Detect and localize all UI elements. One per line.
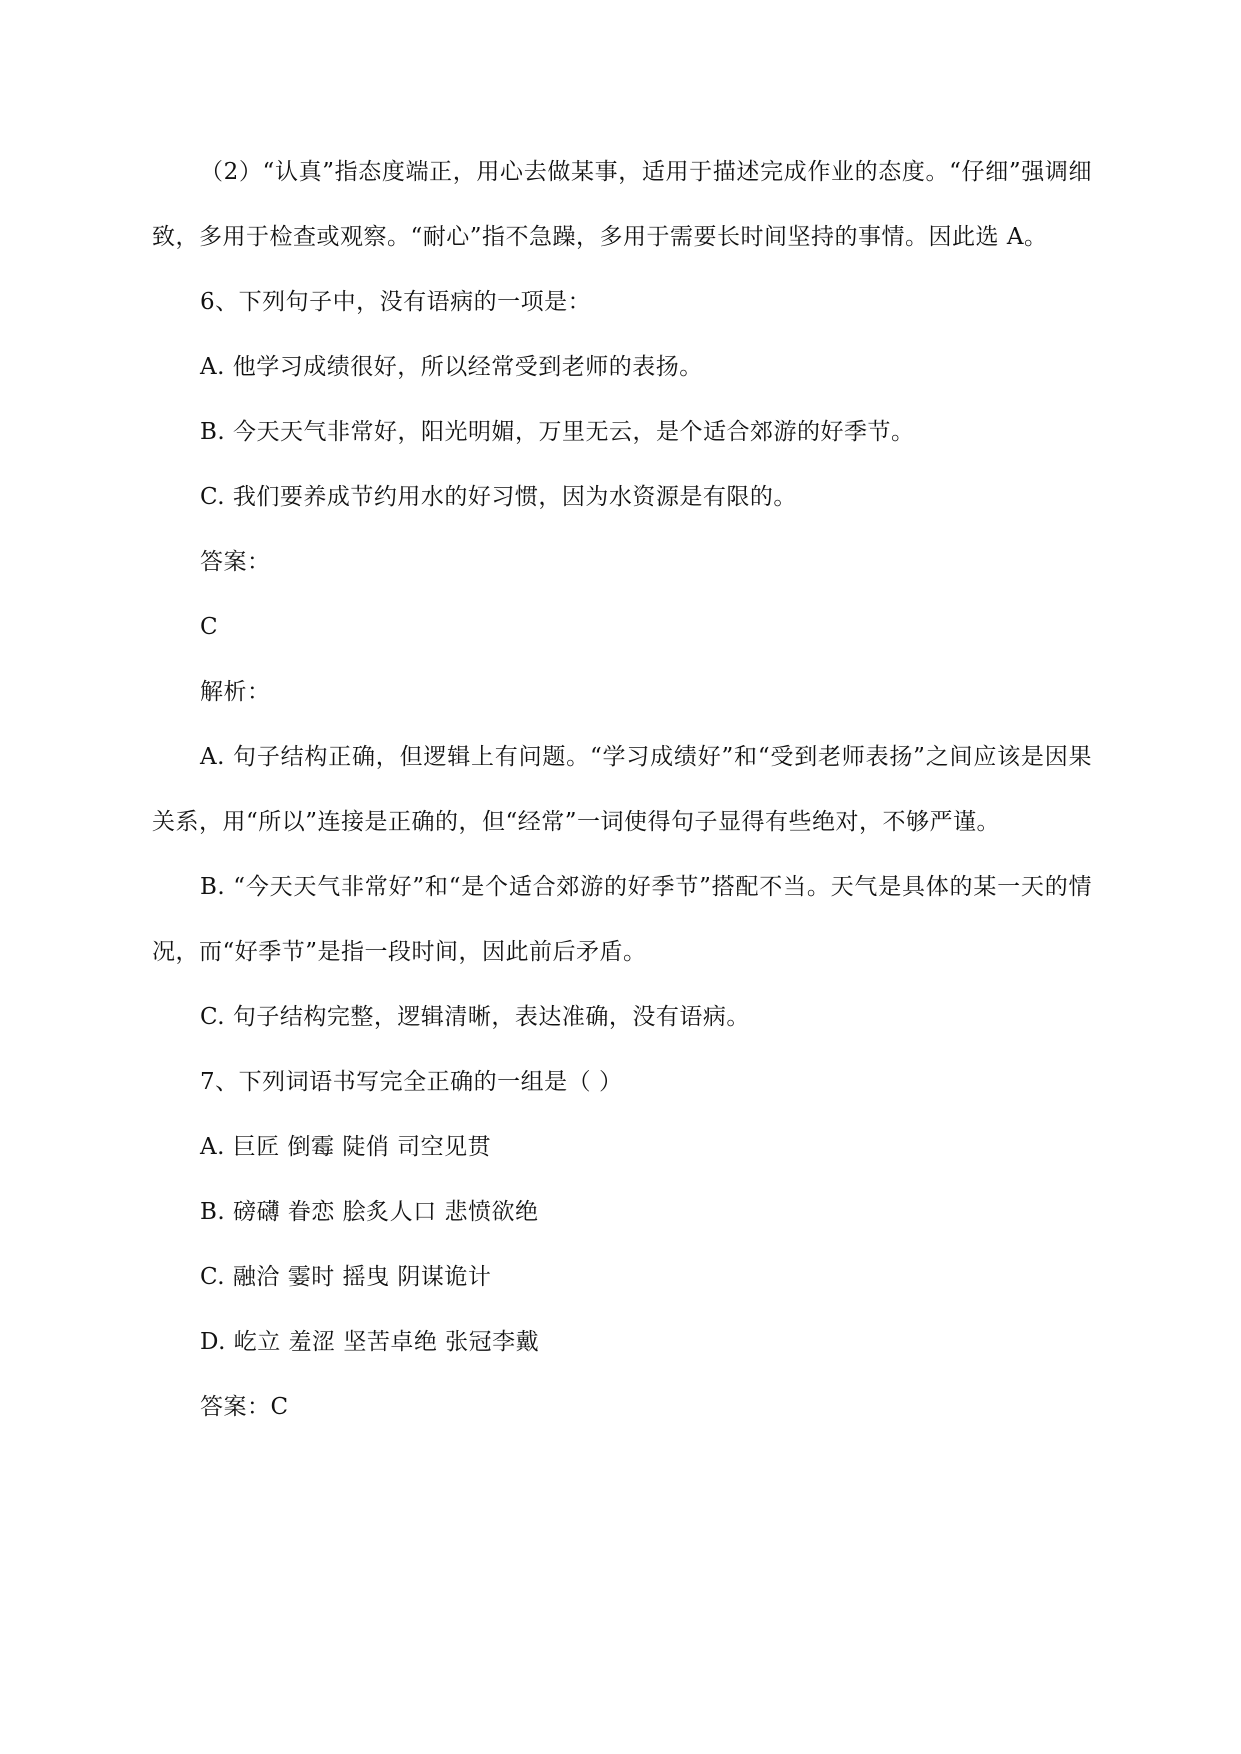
question-6-analysis-label: 解析： xyxy=(200,679,271,705)
question-6-stem: 6、下列句子中，没有语病的一项是： xyxy=(200,289,592,315)
question-6-option-a: A. 他学习成绩很好，所以经常受到老师的表扬。 xyxy=(200,354,703,380)
question-6-answer-value: C xyxy=(200,614,219,640)
question-6-option-b: B. 今天天气非常好，阳光明媚，万里无云，是个适合郊游的好季节。 xyxy=(200,419,915,445)
question-7-answer: 答案：C xyxy=(200,1394,289,1420)
question-7-option-c: C. 融洽 霎时 摇曳 阴谋诡计 xyxy=(200,1264,492,1290)
question-7-option-b: B. 磅礴 眷恋 脍炙人口 悲愤欲绝 xyxy=(200,1199,539,1225)
question-7-option-a: A. 巨匠 倒霉 陡俏 司空见贯 xyxy=(200,1134,492,1160)
explanation-paragraph: （2）“认真”指态度端正，用心去做某事，适用于描述完成作业的态度。“仔细”强调细致，多用于检查或观察。“耐心”指不急躁，多用于需要长时间坚持的事情。因此选 A。 xyxy=(152,159,1092,250)
question-6-analysis-a: A. 句子结构正确，但逻辑上有问题。“学习成绩好”和“受到老师表扬”之间应该是因果关系，用“所以”连接是正确的，但“经常”一词使得句子显得有些绝对，不够严谨。 xyxy=(152,744,1092,835)
question-6-option-c: C. 我们要养成节约用水的好习惯，因为水资源是有限的。 xyxy=(200,484,797,510)
document-page xyxy=(152,140,1092,1440)
question-7-stem: 7、下列词语书写完全正确的一组是（ ） xyxy=(200,1069,623,1095)
question-6-analysis-b: B. “今天天气非常好”和“是个适合郊游的好季节”搭配不当。天气是具体的某一天的情况，而“好季节”是指一段时间，因此前后矛盾。 xyxy=(152,874,1092,965)
question-7-option-d: D. 屹立 羞涩 坚苦卓绝 张冠李戴 xyxy=(200,1329,540,1355)
question-6-answer-label: 答案： xyxy=(200,549,271,575)
question-6-analysis-c: C. 句子结构完整，逻辑清晰，表达准确，没有语病。 xyxy=(200,1004,750,1030)
